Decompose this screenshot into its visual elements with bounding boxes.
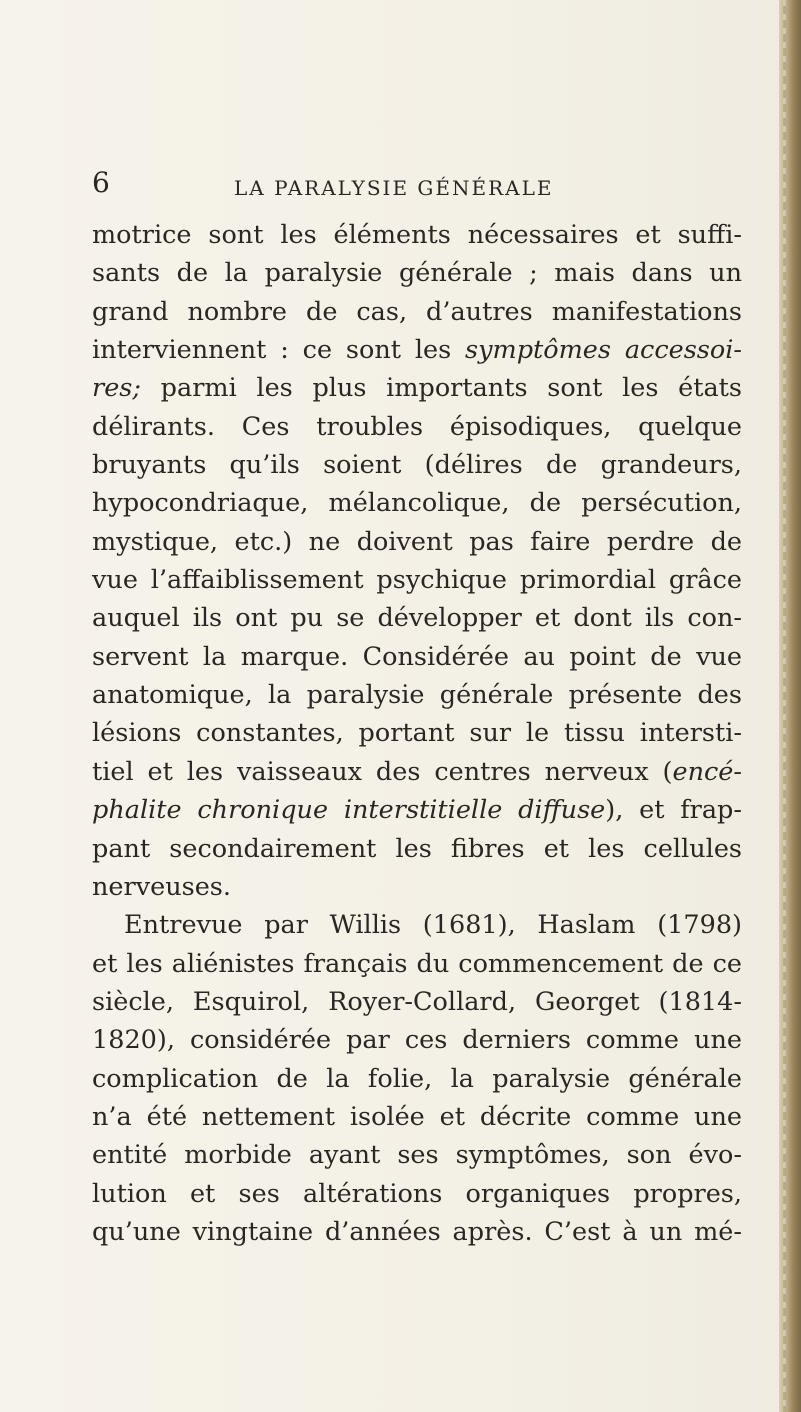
text-line — [92, 830, 742, 868]
text-line — [92, 868, 742, 906]
text-segment: anatomique, la paralysie générale présente des — [92, 680, 742, 711]
text-segment: vue l’affaiblissement psychique primordial grâce — [92, 565, 742, 596]
italic-text-segment: res; — [92, 373, 141, 404]
text-segment: grand nombre de cas, d’autres manifestations — [92, 296, 742, 327]
text-segment: qu’une vingtaine d’années après. C’est à un mé- — [92, 1216, 742, 1247]
italic-text-segment: encé- — [672, 756, 742, 787]
text-segment: nerveuses. — [92, 871, 231, 902]
page-number: 6 — [92, 166, 110, 199]
text-segment: n’a été nettement isolée et décrite comme une — [92, 1101, 742, 1132]
text-segment: complication de la folie, la paralysie générale — [92, 1063, 742, 1094]
text-line — [92, 906, 742, 944]
text-segment: et les aliénistes français du commencement de ce — [92, 948, 742, 979]
text-line — [92, 599, 742, 637]
running-head: LA PARALYSIE GÉNÉRALE — [234, 176, 554, 200]
text-line — [92, 638, 742, 676]
text-line — [92, 676, 742, 714]
text-segment: bruyants qu’ils soient (délires de grandeurs, — [92, 450, 742, 481]
text-line — [92, 331, 742, 369]
text-line — [92, 1021, 742, 1059]
text-line — [92, 983, 742, 1021]
text-segment: tiel et les vaisseaux des centres nerveux ( — [92, 756, 673, 787]
text-segment: Entrevue par Willis (1681), Haslam (1798) — [124, 910, 742, 941]
text-segment: hypocondriaque, mélancolique, de persécution, — [92, 488, 742, 519]
text-line — [92, 216, 742, 254]
text-line — [92, 1136, 742, 1174]
text-line — [92, 1060, 742, 1098]
text-segment: interviennent : ce sont les — [92, 335, 466, 366]
text-segment: servent la marque. Considérée au point de vue — [92, 641, 742, 672]
text-segment: sants de la paralysie générale ; mais dans un — [92, 258, 742, 289]
text-segment: lésions constantes, portant sur le tissu intersti- — [92, 718, 742, 749]
italic-text-segment: symptômes accessoi- — [465, 335, 742, 366]
page-edge-binding — [779, 0, 801, 1412]
text-line — [92, 714, 742, 752]
text-line — [92, 1098, 742, 1136]
text-line — [92, 1175, 742, 1213]
text-line — [92, 446, 742, 484]
text-segment: 1820), considérée par ces derniers comme une — [92, 1025, 742, 1056]
text-segment: entité morbide ayant ses symptômes, son évo- — [92, 1140, 742, 1171]
text-line — [92, 293, 742, 331]
text-segment: pant secondairement les fibres et les cellules — [92, 833, 742, 864]
text-segment: ), et frap- — [605, 795, 743, 826]
text-line — [92, 254, 742, 292]
text-segment: délirants. Ces troubles épisodiques, quelque — [92, 411, 742, 442]
text-line — [92, 561, 742, 599]
text-segment: motrice sont les éléments nécessaires et suffi- — [92, 220, 742, 250]
text-segment: mystique, etc.) ne doivent pas faire perdre de — [92, 526, 742, 557]
text-line — [92, 523, 742, 561]
text-line — [92, 753, 742, 791]
text-line — [92, 1213, 742, 1251]
text-line — [92, 484, 742, 522]
text-segment: lution et ses altérations organiques propres, — [92, 1178, 742, 1209]
text-line — [92, 408, 742, 446]
page-header — [92, 168, 732, 204]
text-line — [92, 945, 742, 983]
text-segment: parmi les plus importants sont les états — [140, 373, 742, 404]
text-line — [92, 369, 742, 407]
text-segment: siècle, Esquirol, Royer-Collard, Georget (1814- — [92, 986, 742, 1017]
text-line — [92, 791, 742, 829]
text-segment: auquel ils ont pu se développer et dont ils con- — [92, 603, 742, 634]
italic-text-segment: phalite chronique interstitielle diffuse — [92, 795, 606, 826]
body-text — [92, 216, 742, 1251]
